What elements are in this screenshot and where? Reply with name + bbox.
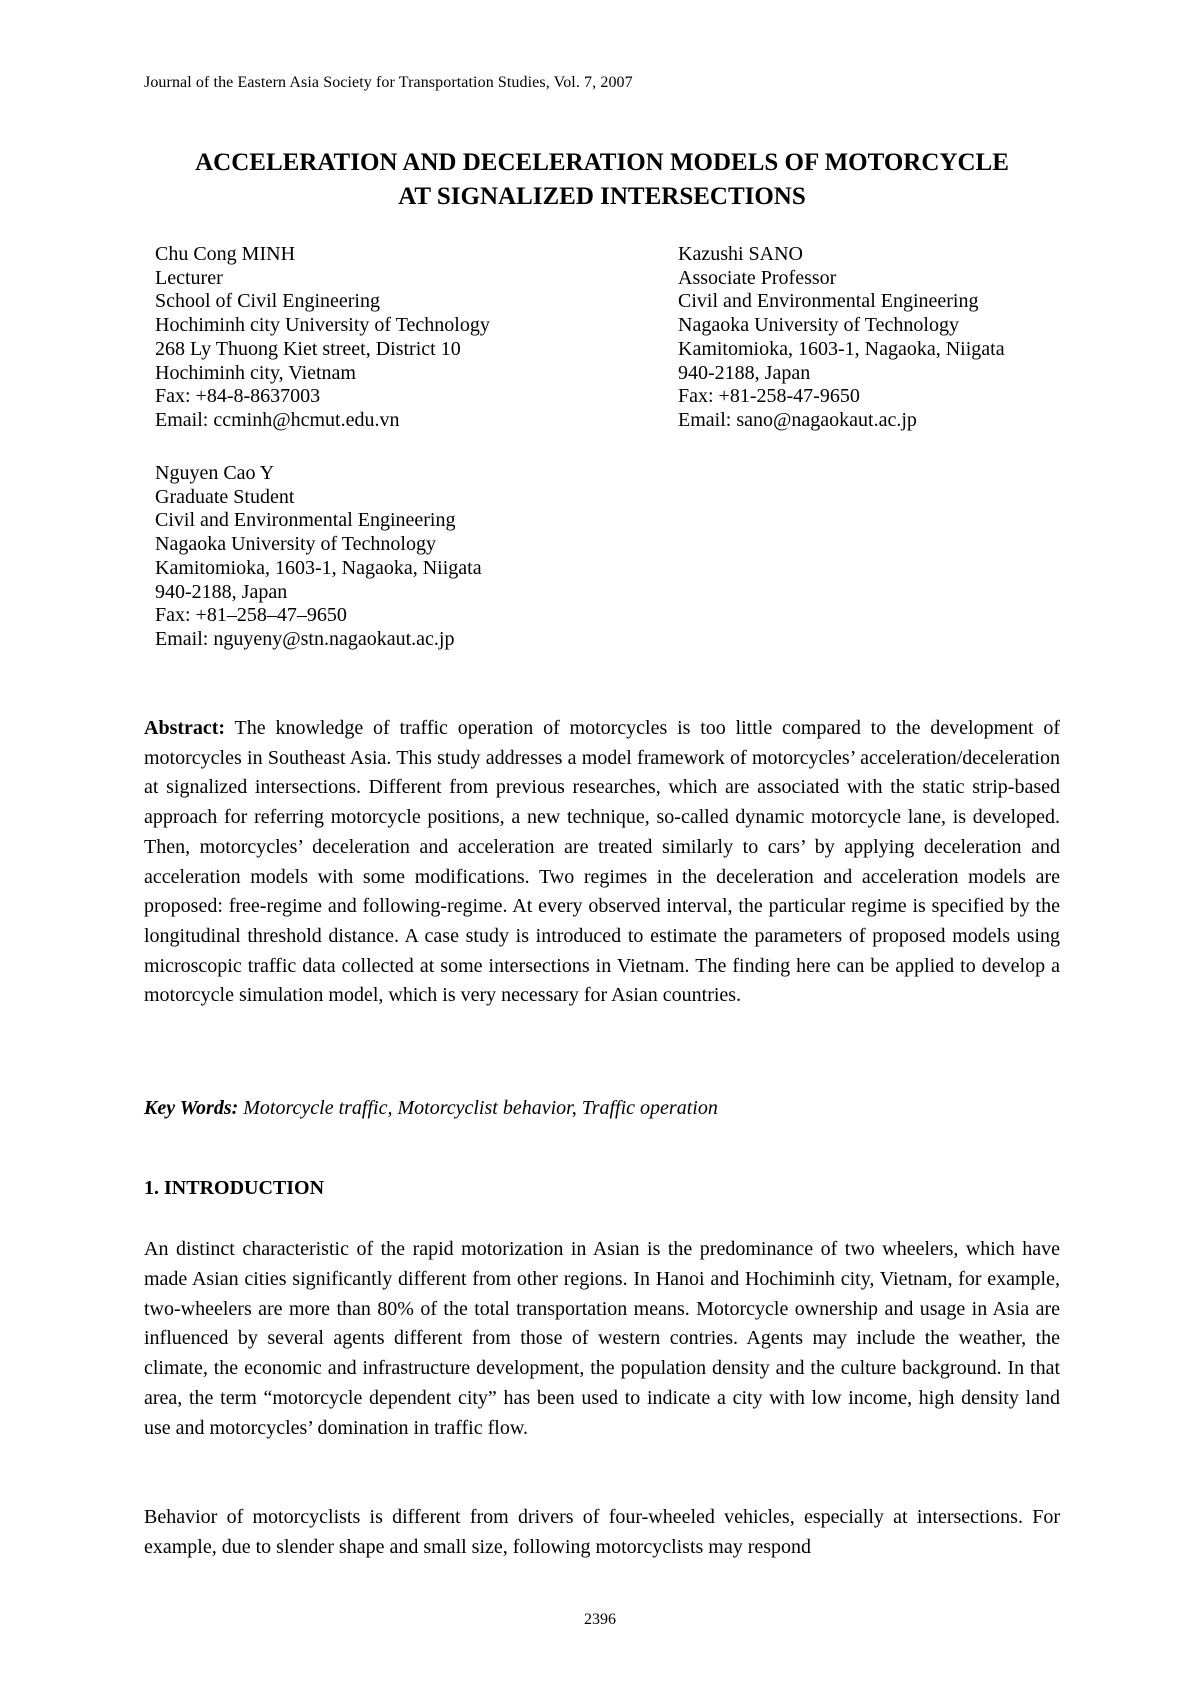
abstract bbox=[144, 714, 1060, 1011]
keywords-text: Motorcycle traffic, Motorcyclist behavior, Traffic operation bbox=[243, 1097, 718, 1119]
author-position: Lecturer bbox=[155, 266, 223, 289]
author-position: Associate Professor bbox=[678, 266, 837, 289]
author-email: Email: ccminh@hcmut.edu.vn bbox=[155, 408, 400, 431]
author-block-sano bbox=[678, 243, 1005, 433]
author-address-2: 940-2188, Japan bbox=[155, 580, 288, 603]
title-line-1: ACCELERATION AND DECELERATION MODELS OF MOTORCYCLE bbox=[195, 149, 1009, 176]
author-department: School of Civil Engineering bbox=[155, 290, 380, 313]
title-line-2: AT SIGNALIZED INTERSECTIONS bbox=[398, 183, 806, 210]
section-heading-introduction: 1. INTRODUCTION bbox=[144, 1177, 325, 1199]
keywords bbox=[144, 1097, 718, 1120]
introduction-paragraph-2: Behavior of motorcyclists is different from drivers of four-wheeled vehicles, especially at intersections. For example, due to slender shape and small size, following motorcyclists may respond bbox=[144, 1506, 1060, 1558]
abstract-label: Abstract: bbox=[144, 717, 226, 739]
author-address-1: Kamitomioka, 1603-1, Nagaoka, Niigata bbox=[678, 337, 1005, 360]
author-block-minh bbox=[155, 243, 490, 433]
author-position: Graduate Student bbox=[155, 485, 295, 508]
author-fax: Fax: +81–258–47–9650 bbox=[155, 604, 347, 627]
author-department: Civil and Environmental Engineering bbox=[678, 290, 979, 313]
author-institution: Hochiminh city University of Technology bbox=[155, 314, 490, 337]
author-fax: Fax: +84-8-8637003 bbox=[155, 385, 321, 408]
author-block-nguyen bbox=[155, 462, 482, 652]
author-email: Email: sano@nagaokaut.ac.jp bbox=[678, 408, 917, 431]
keywords-label: Key Words: bbox=[144, 1097, 239, 1119]
journal-header: Journal of the Eastern Asia Society for Transportation Studies, Vol. 7, 2007 bbox=[144, 74, 633, 91]
author-address-1: 268 Ly Thuong Kiet street, District 10 bbox=[155, 337, 461, 360]
author-institution: Nagaoka University of Technology bbox=[155, 533, 436, 556]
paper-title bbox=[144, 146, 1060, 214]
author-address-2: 940-2188, Japan bbox=[678, 361, 811, 384]
author-name: Chu Cong MINH bbox=[155, 243, 296, 265]
author-address-1: Kamitomioka, 1603-1, Nagaoka, Niigata bbox=[155, 556, 482, 579]
author-department: Civil and Environmental Engineering bbox=[155, 509, 456, 532]
author-email: Email: nguyeny@stn.nagaokaut.ac.jp bbox=[155, 627, 455, 650]
abstract-text: The knowledge of traffic operation of motorcycles is too little compared to the development of motorcycles in Southeast Asia. This study addresses a model framework of motorcycles’ acceleration/deceleration at signalized intersections. Different from previous researches, which are associated with the static strip-based approach for referring motorcycle positions, a new technique, so-called dynamic motorcycle lane, is developed. Then, motorcycles’ deceleration and acceleration are treated similarly to cars’ by applying deceleration and acceleration models with some modifications. Two regimes in the deceleration and acceleration models are proposed: free-regime and following-regime. At every observed interval, the particular regime is specified by the longitudinal threshold distance. A case study is introduced to estimate the parameters of proposed models using microscopic traffic data collected at some intersections in Vietnam. The finding here can be applied to develop a motorcycle simulation model, which is very necessary for Asian countries. bbox=[144, 717, 1061, 1007]
author-institution: Nagaoka University of Technology bbox=[678, 314, 959, 337]
page-number: 2396 bbox=[584, 1611, 616, 1628]
author-fax: Fax: +81-258-47-9650 bbox=[678, 385, 860, 408]
author-address-2: Hochiminh city, Vietnam bbox=[155, 361, 356, 384]
introduction-paragraph-1: An distinct characteristic of the rapid motorization in Asian is the predominance of two wheelers, which have made Asian cities significantly different from other regions. In Hanoi and Hochiminh city, Vietnam, for example, two-wheelers are more than 80% of the total transportation means. Motorcycle ownership and usage in Asia are influenced by several agents different from those of western contries. Agents may include the weather, the climate, the economic and infrastructure development, the population density and the culture background. In that area, the term “motorcycle dependent city” has been used to indicate a city with low income, high density land use and motorcycles’ domination in traffic flow. bbox=[144, 1238, 1060, 1439]
author-name: Nguyen Cao Y bbox=[155, 462, 275, 484]
author-name: Kazushi SANO bbox=[678, 243, 803, 265]
